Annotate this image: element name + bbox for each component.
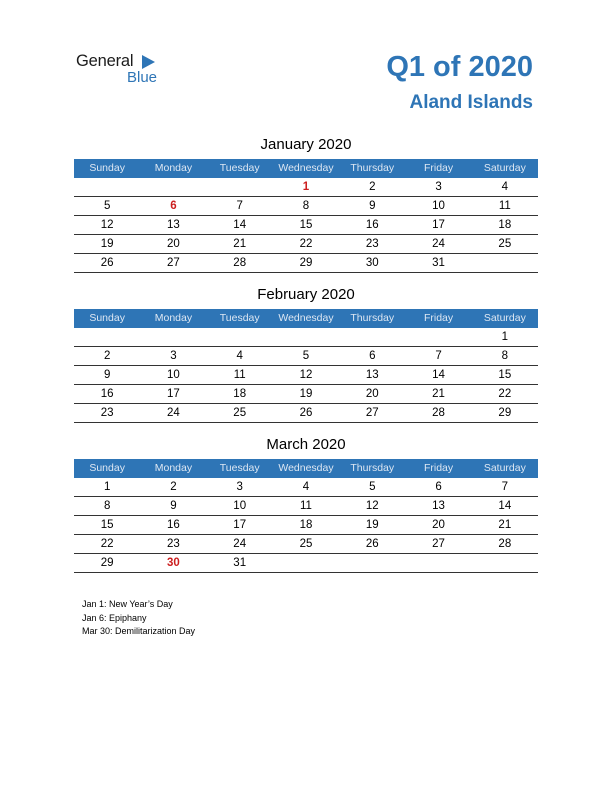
day-cell: 2 bbox=[103, 350, 111, 362]
holiday-list bbox=[82, 598, 195, 639]
day-cell: 8 bbox=[501, 350, 509, 362]
day-cell: 26 bbox=[299, 407, 313, 419]
week-row bbox=[74, 554, 538, 573]
day-cell: 4 bbox=[501, 181, 509, 193]
week-row bbox=[74, 404, 538, 423]
day-cell: 25 bbox=[498, 238, 512, 250]
day-cell: 16 bbox=[167, 519, 180, 531]
week-row bbox=[74, 516, 538, 535]
day-cell: 21 bbox=[233, 238, 247, 250]
day-cell: 22 bbox=[498, 388, 512, 400]
day-cell: 29 bbox=[100, 557, 114, 569]
weekday-label: Sunday bbox=[89, 462, 125, 474]
day-cell: 25 bbox=[299, 538, 313, 550]
day-cell: 27 bbox=[432, 538, 445, 550]
week-row bbox=[74, 478, 538, 497]
day-cell: 19 bbox=[100, 238, 114, 250]
day-cell: 23 bbox=[365, 238, 379, 250]
day-cell: 24 bbox=[167, 407, 180, 419]
day-cell: 5 bbox=[302, 350, 310, 362]
day-cell: 4 bbox=[302, 481, 310, 493]
day-cell: 3 bbox=[170, 350, 177, 362]
week-row bbox=[74, 197, 538, 216]
weekday-label: Thursday bbox=[350, 162, 395, 174]
month-title: March 2020 bbox=[266, 436, 346, 453]
day-cell: 31 bbox=[233, 557, 247, 569]
week-row bbox=[74, 328, 538, 347]
day-cell: 11 bbox=[300, 500, 312, 512]
day-cell: 13 bbox=[365, 369, 379, 381]
day-cell: 7 bbox=[236, 200, 243, 212]
day-cell: 24 bbox=[432, 238, 445, 250]
holiday-item: Jan 6: Epiphany bbox=[82, 612, 147, 623]
weekday-label: Wednesday bbox=[278, 462, 334, 474]
day-cell: 4 bbox=[236, 350, 243, 362]
week-row bbox=[74, 347, 538, 366]
month-title: January 2020 bbox=[260, 136, 352, 153]
day-cell: 3 bbox=[435, 181, 442, 193]
weekday-label: Thursday bbox=[350, 462, 395, 474]
day-cell: 18 bbox=[233, 388, 247, 400]
day-cell: 17 bbox=[432, 219, 445, 231]
weekday-label: Tuesday bbox=[219, 462, 260, 474]
day-cell: 30 bbox=[167, 557, 180, 569]
day-cell: 14 bbox=[233, 219, 247, 231]
day-cell: 22 bbox=[299, 238, 313, 250]
day-cell: 5 bbox=[369, 481, 376, 493]
week-row bbox=[74, 254, 538, 273]
day-cell: 28 bbox=[498, 538, 512, 550]
day-cell: 26 bbox=[100, 257, 114, 269]
day-cell: 1 bbox=[501, 331, 509, 343]
day-cell: 1 bbox=[302, 181, 310, 193]
day-cell: 9 bbox=[369, 200, 376, 212]
weekday-label: Sunday bbox=[89, 312, 125, 324]
day-cell: 17 bbox=[233, 519, 247, 531]
weekday-label: Tuesday bbox=[219, 312, 260, 324]
day-cell: 28 bbox=[233, 257, 247, 269]
day-cell: 27 bbox=[365, 407, 379, 419]
day-cell: 6 bbox=[369, 350, 376, 362]
day-cell: 15 bbox=[299, 219, 313, 231]
day-cell: 18 bbox=[498, 219, 512, 231]
day-cell bbox=[405, 328, 471, 346]
day-cell bbox=[405, 554, 471, 572]
month-title: February 2020 bbox=[257, 286, 355, 303]
day-cell bbox=[74, 328, 140, 346]
week-row bbox=[74, 235, 538, 254]
weekday-label: Friday bbox=[423, 312, 454, 324]
day-cell: 9 bbox=[170, 500, 177, 512]
day-cell: 12 bbox=[365, 500, 379, 512]
day-cell bbox=[207, 328, 273, 346]
day-cell bbox=[74, 178, 140, 196]
day-cell bbox=[472, 554, 538, 572]
day-cell: 23 bbox=[100, 407, 114, 419]
day-cell: 19 bbox=[365, 519, 379, 531]
week-row bbox=[74, 385, 538, 404]
weekday-header bbox=[74, 309, 538, 328]
day-cell bbox=[472, 254, 538, 272]
day-cell: 18 bbox=[299, 519, 313, 531]
day-cell: 10 bbox=[432, 200, 445, 212]
day-cell: 21 bbox=[498, 519, 512, 531]
week-row bbox=[74, 216, 538, 235]
day-cell: 29 bbox=[299, 257, 313, 269]
logo-general-text: General bbox=[76, 52, 134, 70]
weekday-label: Friday bbox=[423, 462, 454, 474]
day-cell: 7 bbox=[435, 350, 442, 362]
weekday-label: Saturday bbox=[483, 462, 526, 474]
day-cell: 14 bbox=[498, 500, 512, 512]
day-cell bbox=[339, 328, 405, 346]
day-cell bbox=[140, 178, 206, 196]
day-cell bbox=[273, 328, 339, 346]
day-cell: 12 bbox=[299, 369, 313, 381]
day-cell: 11 bbox=[498, 200, 511, 212]
month-calendar bbox=[74, 137, 538, 273]
weekday-label: Thursday bbox=[350, 312, 395, 324]
day-cell: 25 bbox=[233, 407, 247, 419]
day-cell: 10 bbox=[233, 500, 247, 512]
day-cell: 24 bbox=[233, 538, 247, 550]
weekday-label: Tuesday bbox=[219, 162, 260, 174]
logo-triangle-icon bbox=[142, 55, 155, 69]
weekday-header bbox=[74, 159, 538, 178]
holiday-item: Mar 30: Demilitarization Day bbox=[82, 626, 196, 636]
day-cell: 20 bbox=[167, 238, 180, 250]
day-cell: 22 bbox=[100, 538, 114, 550]
weekday-label: Monday bbox=[154, 312, 193, 324]
weekday-label: Monday bbox=[154, 462, 193, 474]
day-cell bbox=[140, 328, 206, 346]
day-cell: 1 bbox=[103, 481, 111, 493]
day-cell: 2 bbox=[170, 481, 177, 493]
day-cell: 14 bbox=[432, 369, 445, 381]
day-cell: 2 bbox=[369, 181, 376, 193]
page-title: Q1 of 2020 bbox=[386, 51, 533, 83]
day-cell: 29 bbox=[498, 407, 512, 419]
day-cell: 26 bbox=[365, 538, 379, 550]
day-cell: 30 bbox=[365, 257, 379, 269]
day-cell bbox=[273, 554, 339, 572]
weekday-label: Saturday bbox=[483, 162, 526, 174]
weekday-label: Wednesday bbox=[278, 162, 334, 174]
day-cell: 6 bbox=[435, 481, 442, 493]
day-cell: 9 bbox=[103, 369, 111, 381]
weekday-label: Sunday bbox=[89, 162, 125, 174]
day-cell: 8 bbox=[103, 500, 111, 512]
day-cell: 20 bbox=[365, 388, 379, 400]
day-cell: 16 bbox=[365, 219, 379, 231]
day-cell: 19 bbox=[299, 388, 313, 400]
day-cell: 21 bbox=[432, 388, 445, 400]
general-blue-logo bbox=[76, 52, 176, 88]
day-cell: 15 bbox=[498, 369, 512, 381]
weekday-label: Monday bbox=[154, 162, 193, 174]
day-cell: 20 bbox=[432, 519, 445, 531]
day-cell: 23 bbox=[167, 538, 180, 550]
day-cell: 7 bbox=[501, 481, 509, 493]
weekday-label: Saturday bbox=[483, 312, 526, 324]
month-calendar bbox=[74, 287, 538, 423]
week-row bbox=[74, 178, 538, 197]
week-row bbox=[74, 535, 538, 554]
day-cell: 13 bbox=[167, 219, 180, 231]
day-cell: 8 bbox=[302, 200, 310, 212]
weekday-label: Friday bbox=[423, 162, 454, 174]
day-cell: 6 bbox=[170, 200, 177, 212]
weekday-label: Wednesday bbox=[278, 312, 334, 324]
day-cell: 5 bbox=[103, 200, 111, 212]
page-subtitle: Aland Islands bbox=[409, 92, 533, 113]
day-cell: 11 bbox=[233, 369, 246, 381]
day-cell: 3 bbox=[236, 481, 243, 493]
weekday-header bbox=[74, 459, 538, 478]
day-cell: 17 bbox=[167, 388, 180, 400]
day-cell: 10 bbox=[167, 369, 180, 381]
day-cell: 27 bbox=[167, 257, 180, 269]
day-cell: 28 bbox=[432, 407, 445, 419]
week-row bbox=[74, 366, 538, 385]
holiday-item: Jan 1: New Year’s Day bbox=[82, 599, 173, 609]
month-calendar bbox=[74, 437, 538, 573]
day-cell: 13 bbox=[432, 500, 445, 512]
day-cell bbox=[207, 178, 273, 196]
day-cell bbox=[339, 554, 405, 572]
week-row bbox=[74, 497, 538, 516]
day-cell: 16 bbox=[100, 388, 114, 400]
logo-blue-text: Blue bbox=[127, 69, 158, 86]
day-cell: 31 bbox=[432, 257, 445, 269]
day-cell: 12 bbox=[100, 219, 114, 231]
day-cell: 15 bbox=[100, 519, 114, 531]
